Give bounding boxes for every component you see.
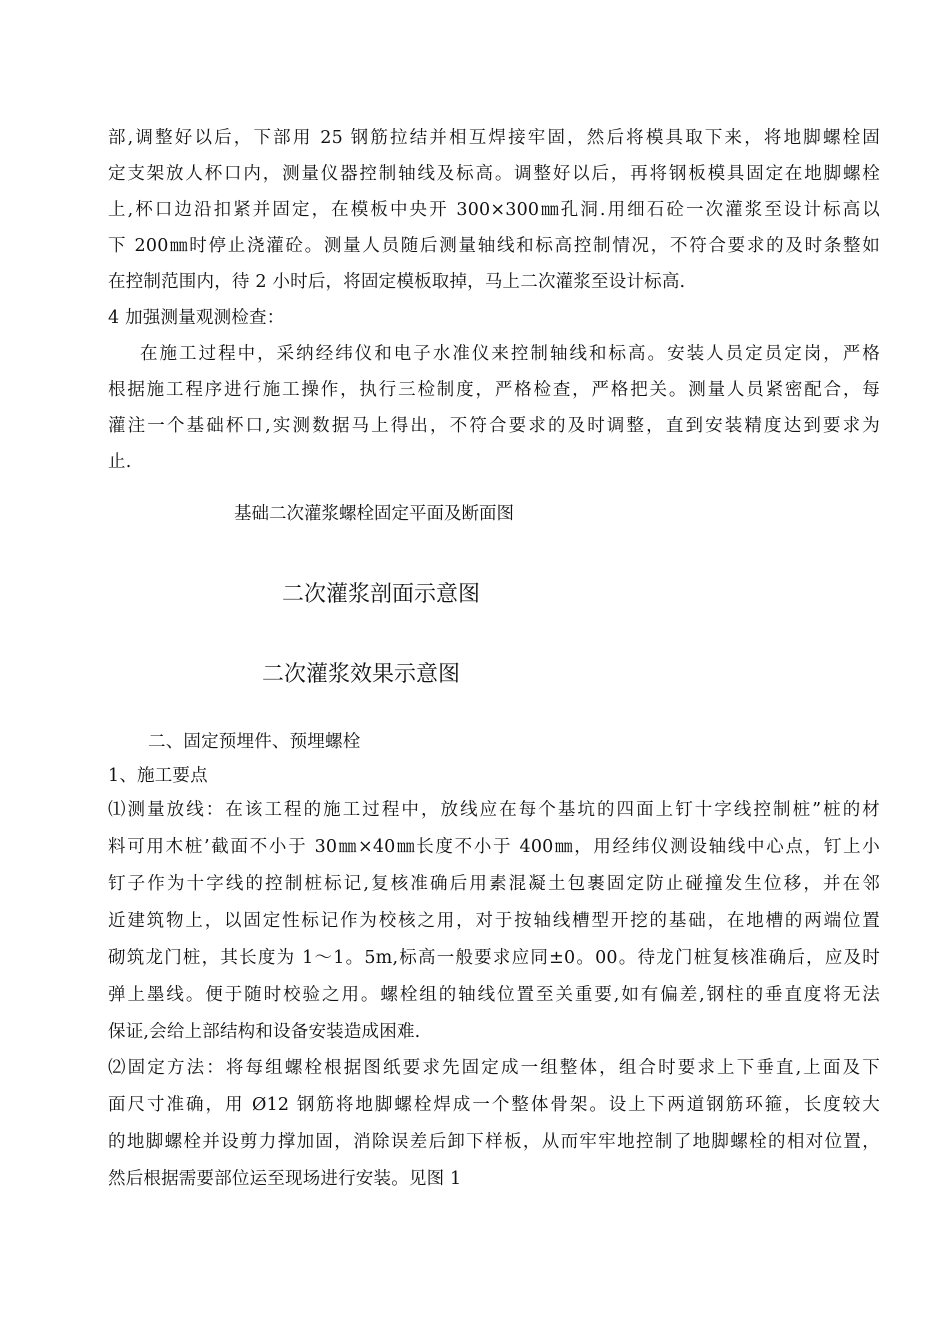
paragraph-line: 面尺寸准确，用 Ø12 钢筋将地脚螺栓焊成一个整体骨架。设上下两道钢筋环箍，长度较大 [108,1095,880,1115]
paragraph-line: 根据施工程序进行施工操作，执行三检制度，严格检查，严格把关。测量人员紧密配合，每 [108,380,880,400]
paragraph-line: 下 200㎜时停止浇灌砼。测量人员随后测量轴线和标高控制情况，不符合要求的及时条整如 [108,236,880,256]
paragraph-line: 定支架放人杯口内，测量仪器控制轴线及标高。调整好以后，再将钢板模具固定在地脚螺栓 [108,164,880,184]
paragraph-line: 然后根据需要部位运至现场进行安装。见图 1 [108,1169,462,1189]
paragraph-line: 砌筑龙门桩，其长度为 1～1。5m,标高一般要求应同±0。00。待龙门桩复核准确后，应及时 [108,948,880,968]
paragraph-line: ⑴测量放线：在该工程的施工过程中，放线应在每个基坑的四面上钉十字线控制桩”桩的材 [108,800,880,820]
paragraph-line: 在控制范围内，待 2 小时后，将固定模板取掉，马上二次灌浆至设计标高. [108,272,686,292]
paragraph-line: 灌注一个基础杯口,实测数据马上得出，不符合要求的及时调整，直到安装精度达到要求为 [108,416,880,436]
paragraph-line: 的地脚螺栓并设剪力撑加固，消除误差后卸下样板，从而牢牢地控制了地脚螺栓的相对位置， [108,1132,880,1152]
section-heading: 二、固定预埋件、预埋螺栓 [148,732,361,752]
section-heading: 4 加强测量观测检查： [108,308,285,328]
paragraph-line: 上,杯口边沿扣紧并固定，在模板中央开 300×300㎜孔洞.用细石砼一次灌浆至设计标高以 [108,200,880,220]
figure-title-effect: 二次灌浆效果示意图 [262,662,461,687]
paragraph-line: 保证,会给上部结构和设备安装造成困难. [108,1022,421,1042]
paragraph-line: 止. [108,452,132,472]
paragraph-line: 部,调整好以后，下部用 25 钢筋拉结并相互焊接牢固，然后将模具取下来，将地脚螺栓固 [108,128,880,148]
paragraph-line: 钉子作为十字线的控制桩标记,复核准确后用素混凝土包裹固定防止碰撞发生位移，并在邻 [108,874,880,894]
subsection-heading: 1、施工要点 [108,766,208,786]
figure-title-plan-section: 基础二次灌浆螺栓固定平面及断面图 [234,504,514,524]
paragraph-line: 弹上墨线。便于随时校验之用。螺栓组的轴线位置至关重要,如有偏差,钢柱的垂直度将无法 [108,985,880,1005]
figure-title-profile: 二次灌浆剖面示意图 [282,582,481,607]
paragraph-line: 近建筑物上，以固定性标记作为校核之用，对于按轴线槽型开挖的基础，在地槽的两端位置 [108,911,880,931]
paragraph-line: 在施工过程中，采纳经纬仪和电子水准仪来控制轴线和标高。安装人员定员定岗，严格 [140,344,880,364]
paragraph-line: 料可用木桩’截面不小于 30㎜×40㎜长度不小于 400㎜，用经纬仪测设轴线中心点，钉上小 [108,837,880,857]
paragraph-line: ⑵固定方法：将每组螺栓根据图纸要求先固定成一组整体，组合时要求上下垂直,上面及下 [108,1058,880,1078]
